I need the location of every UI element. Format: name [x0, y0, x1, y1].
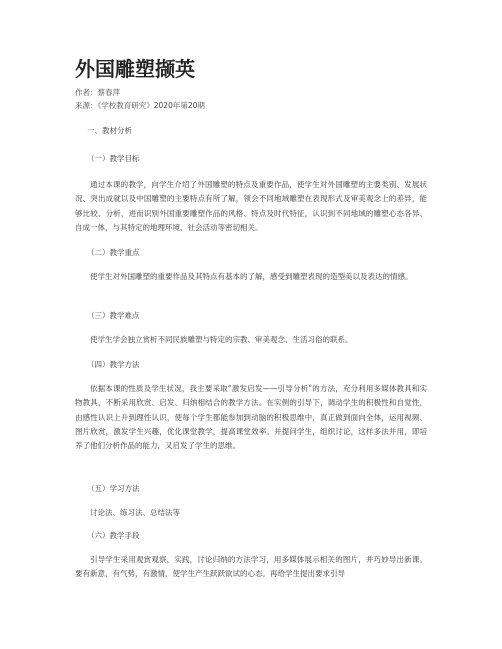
subheading-methods: （四）教学方法 — [87, 360, 140, 369]
paragraph-methods: 依据本课的性质及学生状况，我主要采取“激发启发——引导分析”的方法，充分利用多媒体教具和实物教具，不断采用欣赏、启发、归纳相结合的教学方法。在实例的引导下，调动学生的积极性和自觉性，由感性认识上升到理性认识，使每个学生都能参加到动脑的积极思维中，真正做到面向全体，运用视频、图片欣赏，激发学生兴趣，优化课堂教学，提高课堂效率。并提问学生，组织讨论，这样多法并用，即培养了他们分析作品的能力，又启发了学生的思维。 — [75, 384, 427, 451]
paragraph-learning-methods: 讨论法、练习法、总结法等 — [90, 508, 180, 517]
subheading-difficulties: （三）教学难点 — [87, 311, 140, 320]
subheading-teaching-means: （六）教学手段 — [87, 531, 140, 540]
subheading-goals: （一）教学目标 — [87, 154, 140, 163]
paragraph-key-points: 使学生对外国雕塑的重要作品及其特点有基本的了解，感受到雕塑表现的造型美以及表达的情感。 — [90, 272, 413, 281]
paragraph-teaching-means: 引导学生采用观赏观察，实践，讨论归纳的方法学习，用多媒体展示相关的图片，并巧妙导出新课。要有新意，有气势，有激情，使学生产生跃跃欲试的心态。再给学生提出要求引导 — [75, 555, 427, 579]
subheading-learning-methods: （五）学习方法 — [87, 484, 140, 493]
source-line: 来源：《学校教育研究》2020年第20期 — [75, 101, 205, 110]
author-line: 作者：蔡春萍 — [75, 88, 120, 97]
subheading-key-points: （二）教学重点 — [87, 248, 140, 257]
section-heading-analysis: 一、教材分析 — [87, 126, 132, 135]
paragraph-difficulties: 使学生学会独立赏析不同民族雕塑与特定的宗教、审美观念、生活习俗的联系。 — [90, 335, 353, 344]
paragraph-goals: 通过本课的教学，向学生介绍了外国雕塑的特点及重要作品，使学生对外国雕塑的主要类别、发展状况、突出成就以及中国雕塑的主要特点有所了解，领会不同地域雕塑在表现形式及审美观念上的差异，能够比较、分析，进而识别外国重要雕塑作品的风格、特点及时代特征，认识到不同地域的雕塑心态各异、自成一体，与其特定的地理环境、社会活动等密切相关。 — [75, 180, 427, 232]
document-title: 外国雕塑撷英 — [75, 57, 195, 81]
